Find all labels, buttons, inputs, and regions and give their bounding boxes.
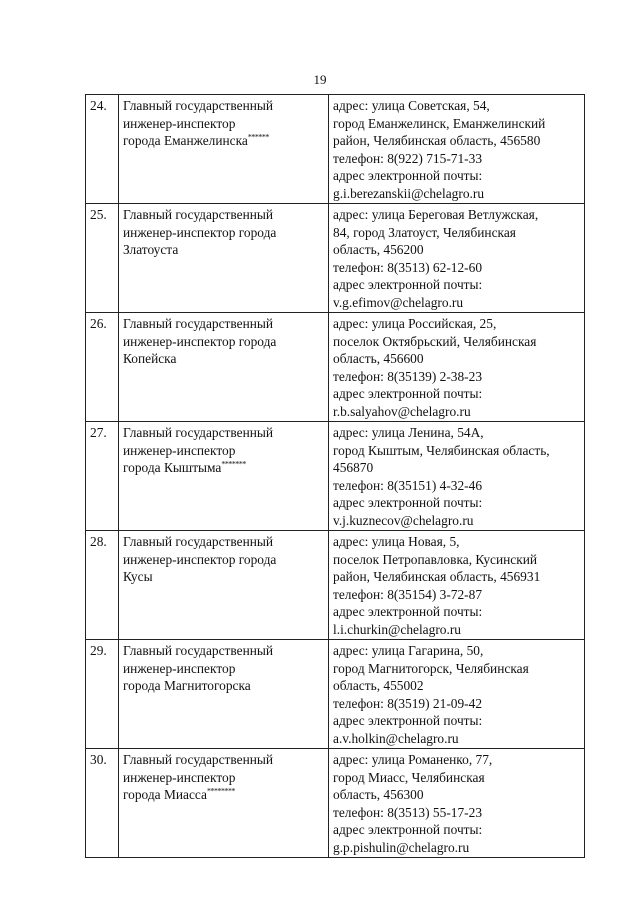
contact-cell [329,204,585,313]
page-number: 19 [313,72,327,87]
position-text: Главный государственный [123,534,274,549]
contact-line: адрес: улица Новая, 5, [333,534,460,549]
contact-line: район, Челябинская область, 456580 [333,133,541,148]
contact-line: 456870 [333,460,374,475]
contact-line: область, 456600 [333,351,424,366]
contact-line: адрес: улица Ленина, 54А, [333,425,484,440]
contact-line: поселок Октябрьский, Челябинская [333,333,537,349]
table-row [86,749,585,858]
contacts-table [85,94,585,858]
position-text: Главный государственный [123,643,274,658]
contact-line: область, 456300 [333,787,424,802]
position-text: Кусы [123,569,153,584]
table-row [86,422,585,531]
contact-line: телефон: 8(3519) 21-09-42 [333,695,483,711]
contact-line: область, 456200 [333,242,424,257]
email-address: v.j.kuznecov@chelagro.ru [333,512,474,528]
contact-line: район, Челябинская область, 456931 [333,569,541,584]
contact-line: область, 455002 [333,678,424,693]
contact-line: адрес: улица Российская, 25, [333,316,497,331]
contact-line: адрес электронной почты: [333,822,483,837]
row-number: 27. [86,422,119,531]
position-cell [119,95,329,204]
position-text: Копейска [123,351,177,366]
position-text: Главный государственный [123,207,274,222]
row-number: 24. [86,95,119,204]
contact-line: адрес электронной почты: [333,604,483,619]
position-line [123,350,324,368]
position-cell [119,640,329,749]
contact-line: поселок Петропавловка, Кусинский [333,551,538,567]
email-address: l.i.churkin@chelagro.ru [333,621,461,637]
position-line [123,533,324,551]
email-address: v.g.efimov@chelagro.ru [333,294,464,310]
contact-line: адрес электронной почты: [333,168,483,183]
position-line [123,568,324,586]
contact-line: город Кыштым, Челябинская область, [333,442,550,458]
position-cell [119,204,329,313]
contact-line: город Миасс, Челябинская [333,769,485,785]
position-text: города Кыштыма [123,460,222,475]
contact-line: адрес электронной почты: [333,495,483,510]
position-text: инженер-инспектор города [123,333,277,349]
contact-line: город Еманжелинск, Еманжелинский [333,115,546,131]
contact-cell [329,749,585,858]
email-address: r.b.salyahov@chelagro.ru [333,403,471,419]
position-line [123,769,324,787]
position-text: инженер-инспектор [123,115,236,131]
row-number: 29. [86,640,119,749]
position-line [123,315,324,333]
row-number: 25. [86,204,119,313]
contact-line: адрес электронной почты: [333,277,483,292]
footnote-marker: ******* [221,459,246,469]
position-text: города Магнитогорска [123,678,251,693]
position-cell [119,422,329,531]
table-row [86,531,585,640]
contact-line: телефон: 8(35154) 3-72-87 [333,586,483,602]
position-line [123,241,324,259]
footnote-marker: ****** [247,132,269,142]
contact-cell [329,640,585,749]
position-text: инженер-инспектор [123,769,236,785]
position-text: инженер-инспектор [123,442,236,458]
table-row [86,95,585,204]
table-row [86,204,585,313]
email-address: g.p.pishulin@chelagro.ru [333,839,470,855]
contact-line: адрес: улица Гагарина, 50, [333,643,484,658]
contact-line: 84, город Златоуст, Челябинская [333,224,516,240]
position-cell [119,313,329,422]
contact-line: телефон: 8(35139) 2-38-23 [333,368,483,384]
email-address: g.i.berezanskii@chelagro.ru [333,185,485,201]
contact-line: телефон: 8(3513) 55-17-23 [333,804,483,820]
position-line [123,424,324,442]
position-line [123,115,324,133]
position-line [123,97,324,115]
contact-line: город Магнитогорск, Челябинская [333,660,529,676]
position-line [123,751,324,769]
position-line [123,786,324,804]
contact-line: адрес электронной почты: [333,386,483,401]
contact-cell [329,313,585,422]
position-line [123,132,324,150]
table-row [86,313,585,422]
contact-line: адрес: улица Береговая Ветлужская, [333,207,539,222]
contact-line: телефон: 8(922) 715-71-33 [333,150,483,166]
position-line [123,660,324,678]
position-cell [119,531,329,640]
position-line [123,551,324,569]
position-text: Главный государственный [123,752,274,767]
position-line [123,642,324,660]
row-number: 30. [86,749,119,858]
position-line [123,224,324,242]
contact-line: адрес: улица Советская, 54, [333,98,490,113]
position-cell [119,749,329,858]
position-line [123,206,324,224]
position-text: Главный государственный [123,316,274,331]
position-text: Златоуста [123,242,179,257]
position-text: города Миасса [123,787,207,802]
position-text: инженер-инспектор [123,660,236,676]
contact-line: телефон: 8(3513) 62-12-60 [333,259,483,275]
position-text: Главный государственный [123,425,274,440]
email-address: a.v.holkin@chelagro.ru [333,730,459,746]
contact-cell [329,531,585,640]
position-text: города Еманжелинска [123,133,248,148]
contact-line: адрес: улица Романенко, 77, [333,752,493,767]
contact-cell [329,95,585,204]
contact-line: адрес электронной почты: [333,713,483,728]
row-number: 28. [86,531,119,640]
position-line [123,677,324,695]
position-line [123,442,324,460]
position-line [123,459,324,477]
position-text: Главный государственный [123,98,274,113]
footnote-marker: ******** [206,786,235,796]
row-number: 26. [86,313,119,422]
position-text: инженер-инспектор города [123,224,277,240]
contact-line: телефон: 8(35151) 4-32-46 [333,477,483,493]
position-text: инженер-инспектор города [123,551,277,567]
table-row [86,640,585,749]
contact-cell [329,422,585,531]
position-line [123,333,324,351]
